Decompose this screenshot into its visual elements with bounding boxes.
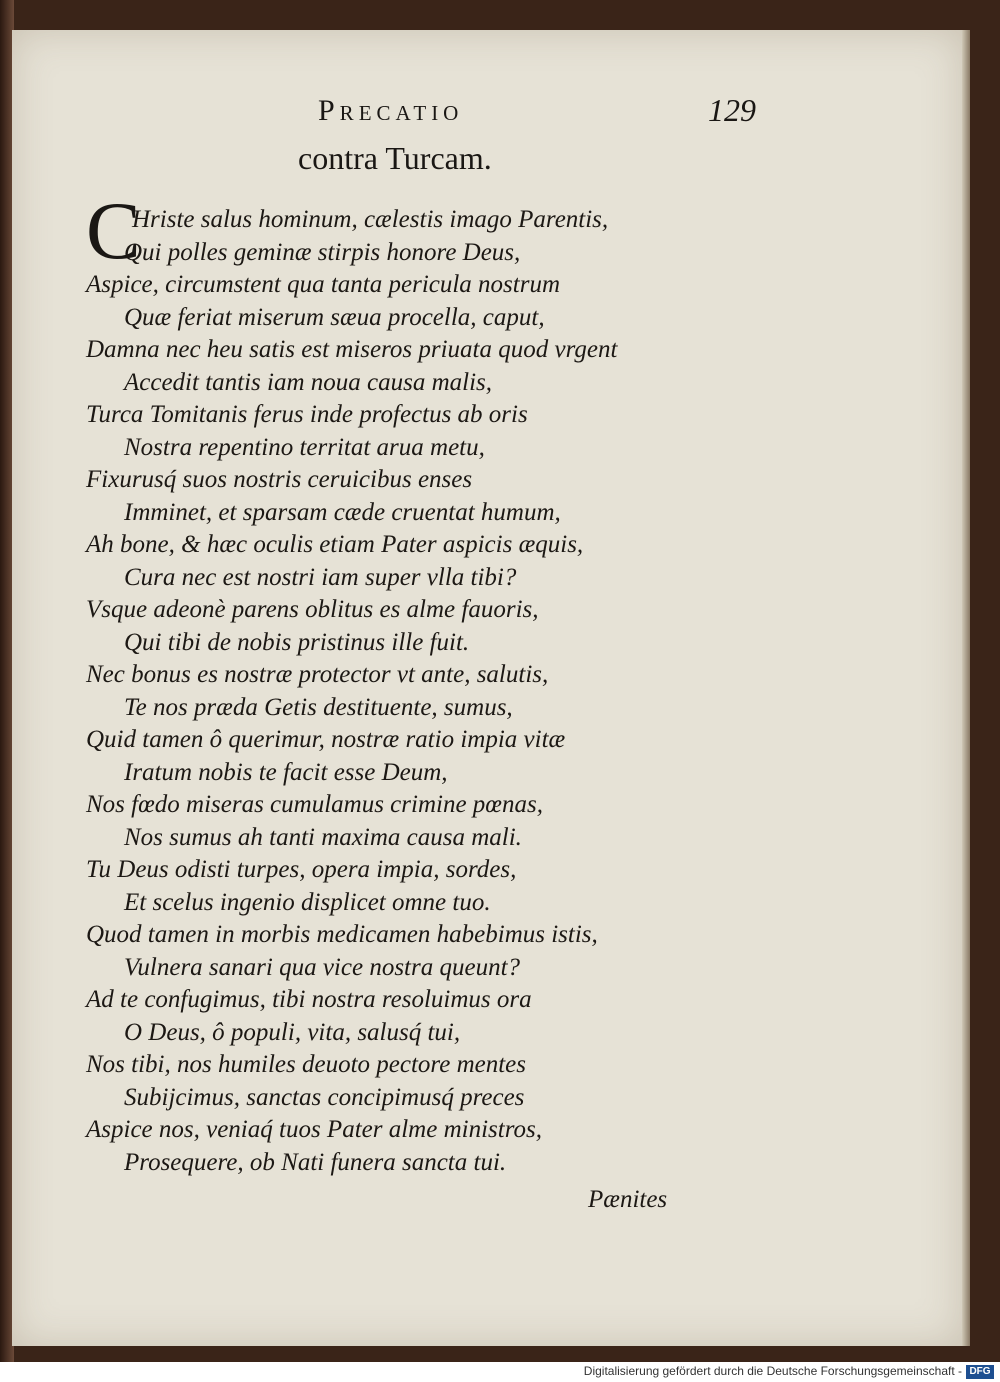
digitization-footer — [0, 1362, 1000, 1382]
poem-line: Tu Deus odisti turpes, opera impia, sordes, — [86, 856, 517, 883]
poem-line: Damna nec heu satis est miseros priuata quod vrgent — [86, 336, 618, 363]
poem-line: Iratum nobis te facit esse Deum, — [124, 758, 448, 786]
poem-body — [86, 204, 726, 1179]
poem-line: Prosequere, ob Nati funera sancta tui. — [124, 1148, 507, 1176]
poem-line: Fixurusq́ suos nostris ceruicibus enses — [86, 466, 473, 493]
poem-line: Vsque adeonè parens oblitus es alme fauoris, — [86, 596, 539, 623]
poem-line: Quod tamen in morbis medicamen habebimus istis, — [86, 921, 598, 948]
poem-line: Imminet, et sparsam cæde cruentat humum, — [124, 498, 561, 526]
poem-line: Hriste salus hominum, cælestis imago Parentis, — [132, 206, 609, 233]
page-edge-shadow — [962, 30, 970, 1346]
poem-line: Nostra repentino territat arua metu, — [124, 433, 485, 461]
funding-credit: Digitalisierung gefördert durch die Deutsche Forschungsgemeinschaft - — [583, 1364, 962, 1378]
poem-line: Nec bonus es nostræ protector vt ante, salutis, — [86, 661, 549, 688]
poem-line: O Deus, ô populi, vita, salusq́ tui, — [124, 1018, 461, 1046]
poem-line: Nos tibi, nos humiles deuoto pectore mentes — [86, 1051, 526, 1078]
poem-line: Ah bone, & hæc oculis etiam Pater aspicis æquis, — [86, 531, 584, 558]
poem-line: Te nos præda Getis destituente, sumus, — [124, 693, 513, 721]
poem-line: Quid tamen ô querimur, nostræ ratio impia vitæ — [86, 726, 566, 753]
poem-line: Aspice, circumstent qua tanta pericula nostrum — [86, 271, 561, 298]
poem-line: Nos fœdo miseras cumulamus crimine pœnas, — [86, 791, 543, 818]
catchword: Pænites — [588, 1186, 668, 1213]
poem-line: Turca Tomitanis ferus inde profectus ab oris — [86, 401, 528, 428]
poem-line: Accedit tantis iam noua causa malis, — [124, 368, 493, 396]
poem-line: Aspice nos, veniaq́ tuos Pater alme ministros, — [86, 1116, 542, 1143]
dfg-logo: DFG — [966, 1365, 994, 1379]
poem-line: Qui polles geminæ stirpis honore Deus, — [124, 238, 521, 266]
poem-line: Cura nec est nostri iam super vlla tibi? — [124, 563, 517, 591]
page-number: 129 — [708, 92, 756, 128]
poem-line: Subijcimus, sanctas concipimusq́ preces — [124, 1083, 525, 1111]
running-title: Precatio — [318, 94, 464, 127]
poem-line: Quæ feriat miserum sæua procella, caput, — [124, 303, 545, 331]
drop-capital: C — [86, 185, 141, 276]
poem-line: Ad te confugimus, tibi nostra resoluimus ora — [86, 986, 532, 1013]
poem-line: Et scelus ingenio displicet omne tuo. — [124, 888, 491, 916]
poem-subtitle: contra Turcam. — [298, 140, 492, 176]
poem-line: Vulnera sanari qua vice nostra queunt? — [124, 953, 521, 981]
poem-line: Qui tibi de nobis pristinus ille fuit. — [124, 628, 470, 656]
poem-line: Nos sumus ah tanti maxima causa mali. — [124, 823, 522, 851]
